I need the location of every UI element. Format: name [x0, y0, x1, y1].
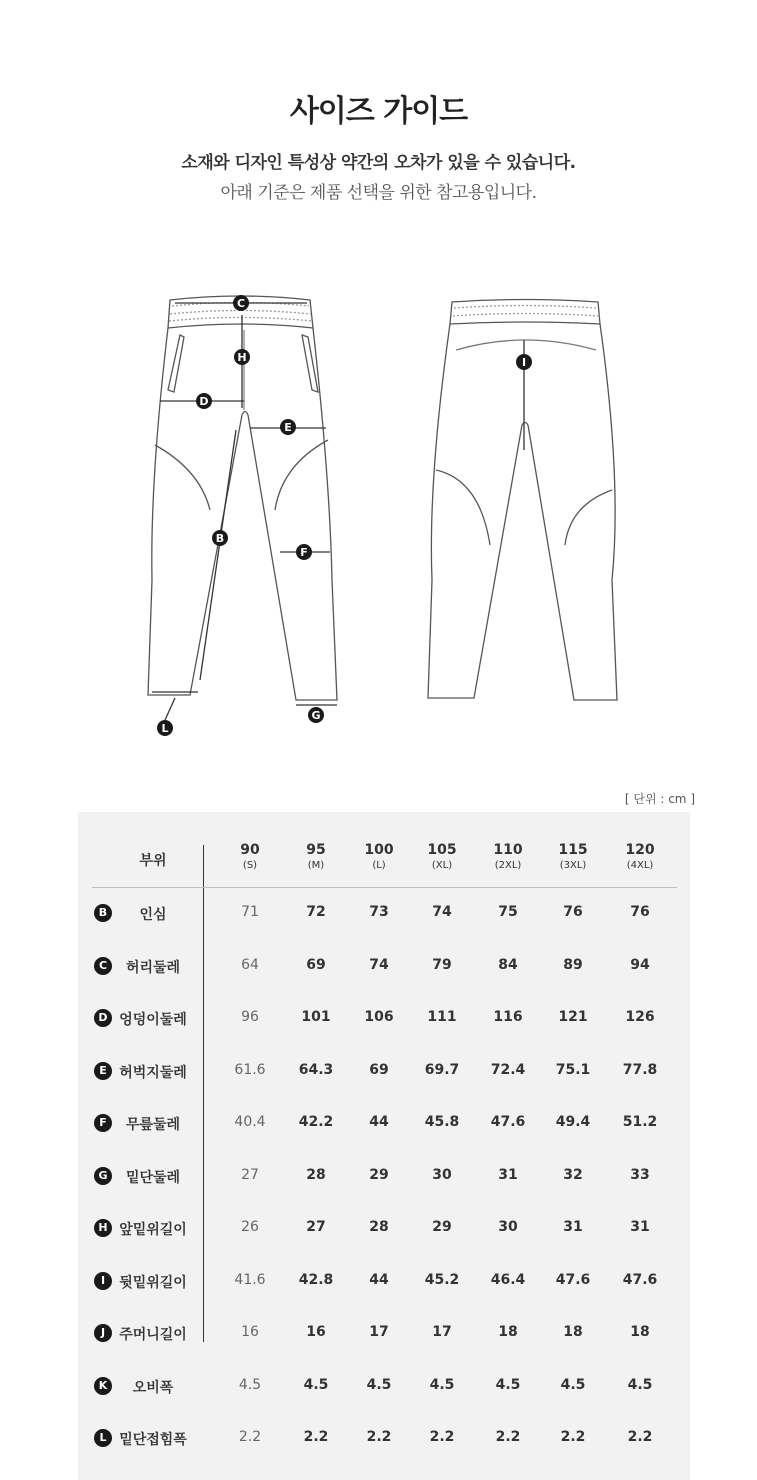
row-label: 허벅지둘레: [119, 1064, 187, 1081]
table-cell: 2.2: [627, 1429, 653, 1445]
marker-l: [157, 720, 173, 736]
row-label: 오비폭: [132, 1379, 174, 1396]
table-cell: 72: [306, 904, 326, 920]
row-badge: J: [94, 1324, 112, 1342]
size-label: (S): [242, 860, 258, 871]
unit-label: [ 단위 : cm ]: [624, 792, 695, 806]
table-cell: 47.6: [622, 1271, 658, 1288]
table-cell: 64.3: [298, 1061, 334, 1078]
row-badge: L: [94, 1429, 112, 1447]
table-cell: 30: [498, 1219, 518, 1235]
size-header: [543, 842, 603, 871]
row-badge: C: [94, 957, 112, 975]
table-cell: 16: [306, 1324, 326, 1340]
marker-h: [234, 349, 250, 365]
table-cell: 77.8: [622, 1061, 658, 1078]
row-label: 엉덩이둘레: [119, 1012, 187, 1028]
table-cell: 84: [498, 956, 518, 973]
table-row: [78, 1112, 690, 1138]
table-cell: 2.2: [366, 1429, 392, 1445]
size-number: 95: [306, 842, 326, 858]
table-cell: 94: [630, 956, 650, 973]
row-label: 밑단접힘폭: [119, 1432, 187, 1448]
table-cell: 106: [364, 1009, 394, 1025]
size-label: (2XL): [494, 860, 522, 871]
tolerance-notice: 소재와 디자인 특성상 약간의 오차가 있을 수 있습니다.: [181, 153, 576, 173]
table-cell: 28: [306, 1166, 326, 1183]
marker-h-label: H: [237, 351, 247, 364]
table-cell: 4.5: [495, 1376, 521, 1393]
table-cell: 111: [427, 1009, 457, 1025]
size-number: 110: [493, 842, 523, 858]
marker-c-label: C: [236, 297, 246, 310]
size-number: 90: [240, 842, 260, 858]
marker-e: [280, 419, 296, 435]
row-badge: F: [94, 1114, 112, 1132]
table-cell: 4.5: [429, 1376, 455, 1393]
size-number: 105: [427, 842, 457, 858]
table-cell: 4.5: [366, 1376, 392, 1393]
table-row: [78, 1217, 690, 1243]
marker-b-label: B: [215, 532, 225, 545]
table-cell: 42.8: [298, 1271, 334, 1288]
table-cell: 41.6: [234, 1271, 266, 1288]
table-cell: 26: [241, 1219, 259, 1235]
table-cell: 2.2: [303, 1429, 329, 1445]
table-cell: 51.2: [622, 1114, 658, 1130]
size-label: (XL): [431, 860, 453, 871]
size-header: [349, 842, 409, 871]
row-label: 뒷밑위길이: [119, 1274, 187, 1291]
table-cell: 2.2: [429, 1429, 455, 1445]
table-cell: 31: [630, 1219, 650, 1235]
size-number: 100: [364, 842, 394, 858]
table-cell: 4.5: [303, 1376, 329, 1393]
table-cell: 49.4: [555, 1114, 591, 1130]
table-row: [78, 902, 690, 928]
table-cell: 42.2: [298, 1114, 334, 1130]
table-cell: 44: [369, 1271, 389, 1288]
table-row: [78, 1060, 690, 1086]
row-badge: G: [94, 1167, 112, 1185]
row-label: 인심: [139, 907, 167, 923]
marker-i-label: I: [521, 356, 527, 369]
table-cell: 45.8: [424, 1114, 460, 1130]
row-badge: E: [94, 1062, 112, 1080]
table-cell: 101: [301, 1009, 331, 1025]
table-cell: 96: [241, 1009, 259, 1025]
table-cell: 29: [432, 1219, 452, 1235]
table-cell: 16: [241, 1324, 259, 1340]
row-badge: H: [94, 1219, 112, 1237]
table-cell: 74: [369, 956, 389, 973]
size-label: (3XL): [559, 860, 587, 871]
table-cell: 45.2: [424, 1271, 460, 1288]
table-cell: 29: [369, 1166, 389, 1183]
table-cell: 46.4: [490, 1271, 526, 1288]
table-cell: 121: [558, 1009, 588, 1025]
marker-g: [308, 707, 324, 723]
table-cell: 27: [306, 1219, 326, 1235]
table-cell: 61.6: [234, 1061, 266, 1078]
marker-b: [212, 530, 228, 546]
table-cell: 69.7: [424, 1061, 460, 1078]
table-row: [78, 955, 690, 981]
size-label: (L): [372, 860, 386, 871]
table-cell: 4.5: [627, 1376, 653, 1393]
table-cell: 2.2: [238, 1429, 262, 1445]
part-header: 부위: [139, 853, 167, 869]
table-cell: 64: [241, 956, 259, 973]
marker-d-label: D: [199, 395, 209, 408]
table-cell: 72.4: [490, 1061, 526, 1078]
table-row: [78, 1322, 690, 1348]
table-cell: 116: [493, 1009, 523, 1025]
table-cell: 18: [498, 1324, 518, 1340]
marker-l-label: L: [161, 722, 169, 735]
table-cell: 2.2: [560, 1429, 586, 1445]
table-cell: 76: [563, 904, 583, 920]
row-label: 주머니길이: [119, 1327, 187, 1343]
table-cell: 47.6: [490, 1114, 526, 1130]
table-cell: 30: [432, 1166, 452, 1183]
marker-c: [233, 295, 249, 311]
table-cell: 18: [630, 1324, 650, 1340]
size-header: [610, 842, 670, 871]
row-label: 앞밑위길이: [119, 1222, 187, 1238]
size-header: [412, 842, 472, 871]
header-divider: [92, 887, 677, 888]
size-header: [286, 842, 346, 871]
size-table: [78, 812, 690, 1480]
size-number: 120: [625, 842, 655, 858]
table-row: [78, 1007, 690, 1033]
row-label: 밑단둘레: [125, 1169, 181, 1186]
table-cell: 33: [630, 1166, 650, 1183]
table-cell: 71: [241, 904, 259, 920]
table-cell: 28: [369, 1219, 389, 1235]
table-cell: 44: [369, 1114, 389, 1130]
row-label: 무릎둘레: [125, 1117, 181, 1133]
marker-d: [196, 393, 212, 409]
marker-i: [516, 354, 532, 370]
row-badge: D: [94, 1009, 112, 1027]
table-cell: 69: [306, 956, 326, 973]
row-badge: I: [94, 1272, 112, 1290]
row-label: 허리둘레: [125, 959, 181, 976]
table-cell: 27: [241, 1166, 259, 1183]
marker-g-label: G: [311, 709, 321, 722]
table-cell: 75: [498, 904, 518, 920]
marker-e-label: E: [284, 421, 292, 434]
table-cell: 4.5: [238, 1376, 262, 1393]
table-row: [78, 1427, 690, 1453]
table-row: [78, 1270, 690, 1296]
size-number: 115: [558, 842, 588, 858]
size-header: [478, 842, 538, 871]
table-cell: 31: [498, 1166, 518, 1183]
table-cell: 69: [369, 1061, 389, 1078]
table-cell: 40.4: [234, 1114, 266, 1130]
table-cell: 79: [432, 956, 452, 973]
table-cell: 31: [563, 1219, 583, 1235]
table-cell: 74: [432, 904, 452, 920]
row-badge: B: [94, 904, 112, 922]
size-label: (M): [307, 860, 325, 871]
marker-f: [296, 544, 312, 560]
row-badge: K: [94, 1377, 112, 1395]
page-title: 사이즈 가이드: [289, 94, 468, 129]
table-cell: 75.1: [555, 1061, 591, 1078]
pants-illustration: [0, 280, 757, 750]
table-cell: 4.5: [560, 1376, 586, 1393]
table-cell: 126: [625, 1009, 655, 1025]
table-cell: 47.6: [555, 1271, 591, 1288]
table-cell: 76: [630, 904, 650, 920]
table-cell: 18: [563, 1324, 583, 1340]
table-row: [78, 1165, 690, 1191]
table-cell: 73: [369, 904, 389, 920]
table-cell: 32: [563, 1166, 583, 1183]
table-row: [78, 1375, 690, 1401]
table-cell: 17: [369, 1324, 389, 1340]
table-cell: 17: [432, 1324, 452, 1340]
table-cell: 2.2: [495, 1429, 521, 1445]
size-header: [220, 842, 280, 871]
table-cell: 89: [563, 956, 583, 973]
reference-notice: 아래 기준은 제품 선택을 위한 참고용입니다.: [220, 183, 537, 203]
marker-f-label: F: [300, 546, 308, 559]
size-label: (4XL): [626, 860, 654, 871]
